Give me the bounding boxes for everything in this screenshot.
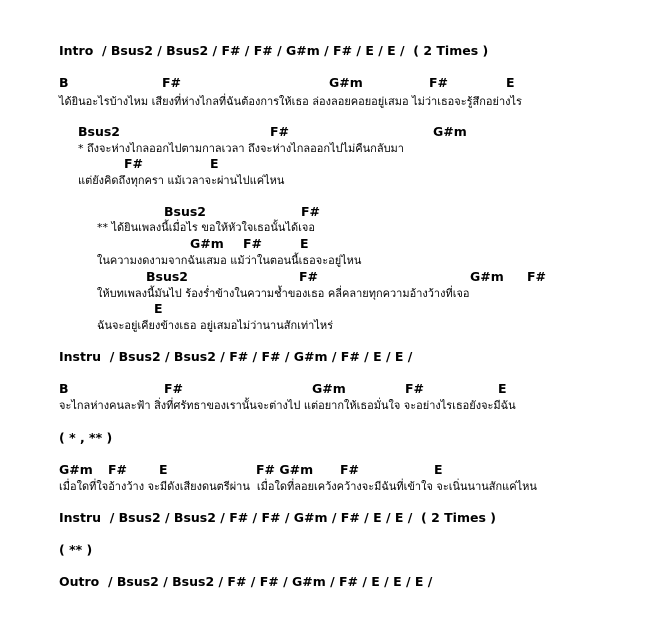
chord: Bsus2 bbox=[164, 204, 207, 219]
outro-line: Outro / Bsus2 / Bsus2 / F# / F# / G#m / F# / E / E / E / bbox=[59, 574, 433, 589]
lyric-line: ฉันจะอยู่เคียงข้างเธอ อยู่เสมอไม่ว่านานสักเท่าไหร่ bbox=[97, 319, 333, 332]
chord: G#m bbox=[329, 75, 363, 90]
lyric-line: แต่ยังคิดถึงทุกครา แม้เวลาจะผ่านไปแค่ไหน bbox=[78, 174, 285, 187]
chord: B bbox=[59, 381, 69, 396]
chord: F# bbox=[405, 381, 425, 396]
lyric-line: ** ได้ยินเพลงนี้เมื่อไร ขอให้หัวใจเธอนั้นได้เจอ bbox=[97, 221, 315, 234]
chord: G#m bbox=[433, 124, 467, 139]
chord: E bbox=[159, 462, 168, 477]
chord: G#m bbox=[312, 381, 346, 396]
chord: F# bbox=[243, 236, 263, 251]
repeat-marker: ( ** ) bbox=[59, 542, 93, 557]
chord: E bbox=[434, 462, 443, 477]
chord: F# bbox=[429, 75, 449, 90]
instrumental-line: Instru / Bsus2 / Bsus2 / F# / F# / G#m / F# / E / E / bbox=[59, 349, 413, 364]
chord: F# G#m bbox=[256, 462, 314, 477]
chord: F# bbox=[164, 381, 184, 396]
chord: G#m bbox=[190, 236, 224, 251]
chord: E bbox=[154, 301, 163, 316]
lyric-line: ในความงดงามจากฉันเสมอ แม้ว่าในตอนนี้เธอจะอยู่ไหน bbox=[97, 254, 362, 267]
chord: F# bbox=[270, 124, 290, 139]
repeat-marker: ( * , ** ) bbox=[59, 430, 113, 445]
chord: G#m bbox=[59, 462, 93, 477]
chord: Bsus2 bbox=[146, 269, 189, 284]
chord: F# bbox=[301, 204, 321, 219]
chord: F# bbox=[162, 75, 182, 90]
chord: B bbox=[59, 75, 69, 90]
lyric-line: * ถึงจะห่างไกลออกไปตามกาลเวลา ถึงจะห่างไกลออกไปไม่คืนกลับมา bbox=[78, 142, 404, 155]
chord: F# bbox=[124, 156, 144, 171]
instrumental-line: Instru / Bsus2 / Bsus2 / F# / F# / G#m / F# / E / E / ( 2 Times ) bbox=[59, 510, 496, 525]
chord: G#m bbox=[470, 269, 504, 284]
chord: E bbox=[506, 75, 515, 90]
chord: F# bbox=[299, 269, 319, 284]
intro-line: Intro / Bsus2 / Bsus2 / F# / F# / G#m / F# / E / E / ( 2 Times ) bbox=[59, 43, 489, 58]
lyric-line: เมื่อใดที่ใจอ้างว้าง จะมีดังเสียงดนตรีผ่าน เมื่อใดที่ลอยเคว้งคว้างจะมีฉันที่เข้าใจ จะเนิ่นนานสักแค่ไหน bbox=[59, 480, 537, 493]
lyric-line: จะไกลห่างคนละฟ้า สิ่งที่ศรัทธาของเรานั้นจะต่างไป แต่อยากให้เธอมั่นใจ จะอย่างไรเธอยังจะมีฉัน bbox=[59, 399, 516, 412]
chord: E bbox=[498, 381, 507, 396]
chord: F# bbox=[340, 462, 360, 477]
lyric-line: ให้บทเพลงนี้มันไป ร้องร่ำข้างในความช้ำของเธอ คลี่คลายทุกความอ้างว้างที่เจอ bbox=[97, 287, 470, 300]
chord: E bbox=[210, 156, 219, 171]
chord: Bsus2 bbox=[78, 124, 121, 139]
chord: F# bbox=[108, 462, 128, 477]
chord: E bbox=[300, 236, 309, 251]
chord: F# bbox=[527, 269, 547, 284]
lyric-line: ได้ยินอะไรบ้างไหม เสียงที่ห่างไกลที่ฉันต้องการให้เธอ ล่องลอยคอยอยู่เสมอ ไม่ว่าเธอจะรู้สึกอย่างไร bbox=[59, 95, 522, 108]
